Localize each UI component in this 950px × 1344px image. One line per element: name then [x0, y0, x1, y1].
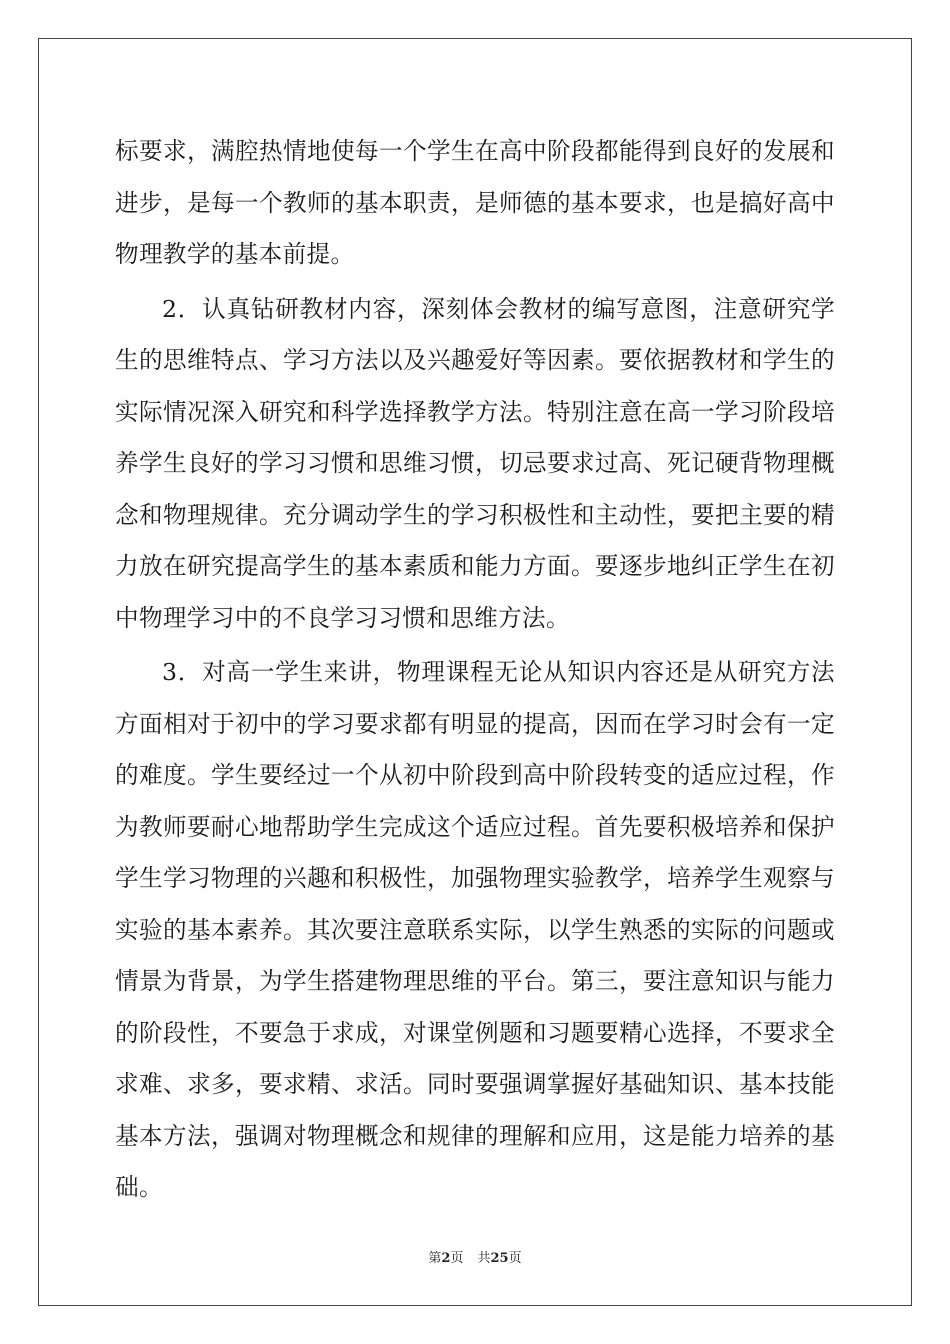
- text-line: 物理教学的基本前提。: [115, 240, 355, 268]
- total-prefix: 共: [477, 1251, 491, 1266]
- text-line: 念和物理规律。充分调动学生的学习积极性和主动性，要把主要的精: [115, 500, 835, 529]
- text-line: 3．对高一学生来讲，物理课程无论从知识内容还是从研究方法: [162, 658, 835, 686]
- page-suffix: 页: [450, 1251, 464, 1266]
- text-line: 中物理学习中的不良学习习惯和思维方法。: [115, 603, 570, 632]
- page-number: 2: [441, 1251, 451, 1266]
- page-prefix: 第: [428, 1251, 442, 1266]
- text-line: 的难度。学生要经过一个从初中阶段到高中阶段转变的适应过程，作: [115, 761, 835, 789]
- text-line: 学生学习物理的兴趣和积极性，加强物理实验教学，培养学生观察与: [115, 864, 835, 892]
- text-line: 养学生良好的学习习惯和思维习惯，切忌要求过高、死记硬背物理概: [115, 449, 835, 477]
- total-pages: 25: [490, 1251, 509, 1266]
- text-line: 求难、求多，要求精、求活。同时要强调掌握好基础知识、基本技能: [115, 1070, 835, 1098]
- total-suffix: 页: [508, 1251, 522, 1266]
- text-line: 方面相对于初中的学习要求都有明显的提高，因而在学习时会有一定: [115, 709, 835, 738]
- text-line: 实验的基本素养。其次要注意联系实际，以学生熟悉的实际的问题或: [115, 915, 835, 944]
- text-line: 生的思维特点、学习方法以及兴趣爱好等因素。要依据教材和学生的: [115, 346, 835, 374]
- text-line: 的阶段性，不要急于求成，对课堂例题和习题要精心选择，不要求全: [115, 1018, 835, 1047]
- text-line: 为教师要耐心地帮助学生完成这个适应过程。首先要积极培养和保护: [115, 812, 835, 841]
- document-body: [115, 126, 835, 1214]
- text-line: 情景为背景，为学生搭建物理思维的平台。第三，要注意知识与能力: [115, 967, 835, 995]
- text-line: 力放在研究提高学生的基本素质和能力方面。要逐步地纠正学生在初: [115, 552, 835, 580]
- text-line: 进步，是每一个教师的基本职责，是师德的基本要求，也是搞好高中: [115, 188, 835, 217]
- text-line: 础。: [115, 1173, 163, 1201]
- text-line: 实际情况深入研究和科学选择教学方法。特别注意在高一学习阶段培: [115, 397, 835, 426]
- text-line: 2．认真钻研教材内容，深刻体会教材的编写意图，注意研究学: [162, 294, 835, 323]
- text-line: 基本方法，强调对物理概念和规律的理解和应用，这是能力培养的基: [115, 1121, 835, 1150]
- text-line: 标要求，满腔热情地使每一个学生在高中阶段都能得到良好的发展和: [115, 137, 835, 165]
- page-footer: [0, 1247, 950, 1266]
